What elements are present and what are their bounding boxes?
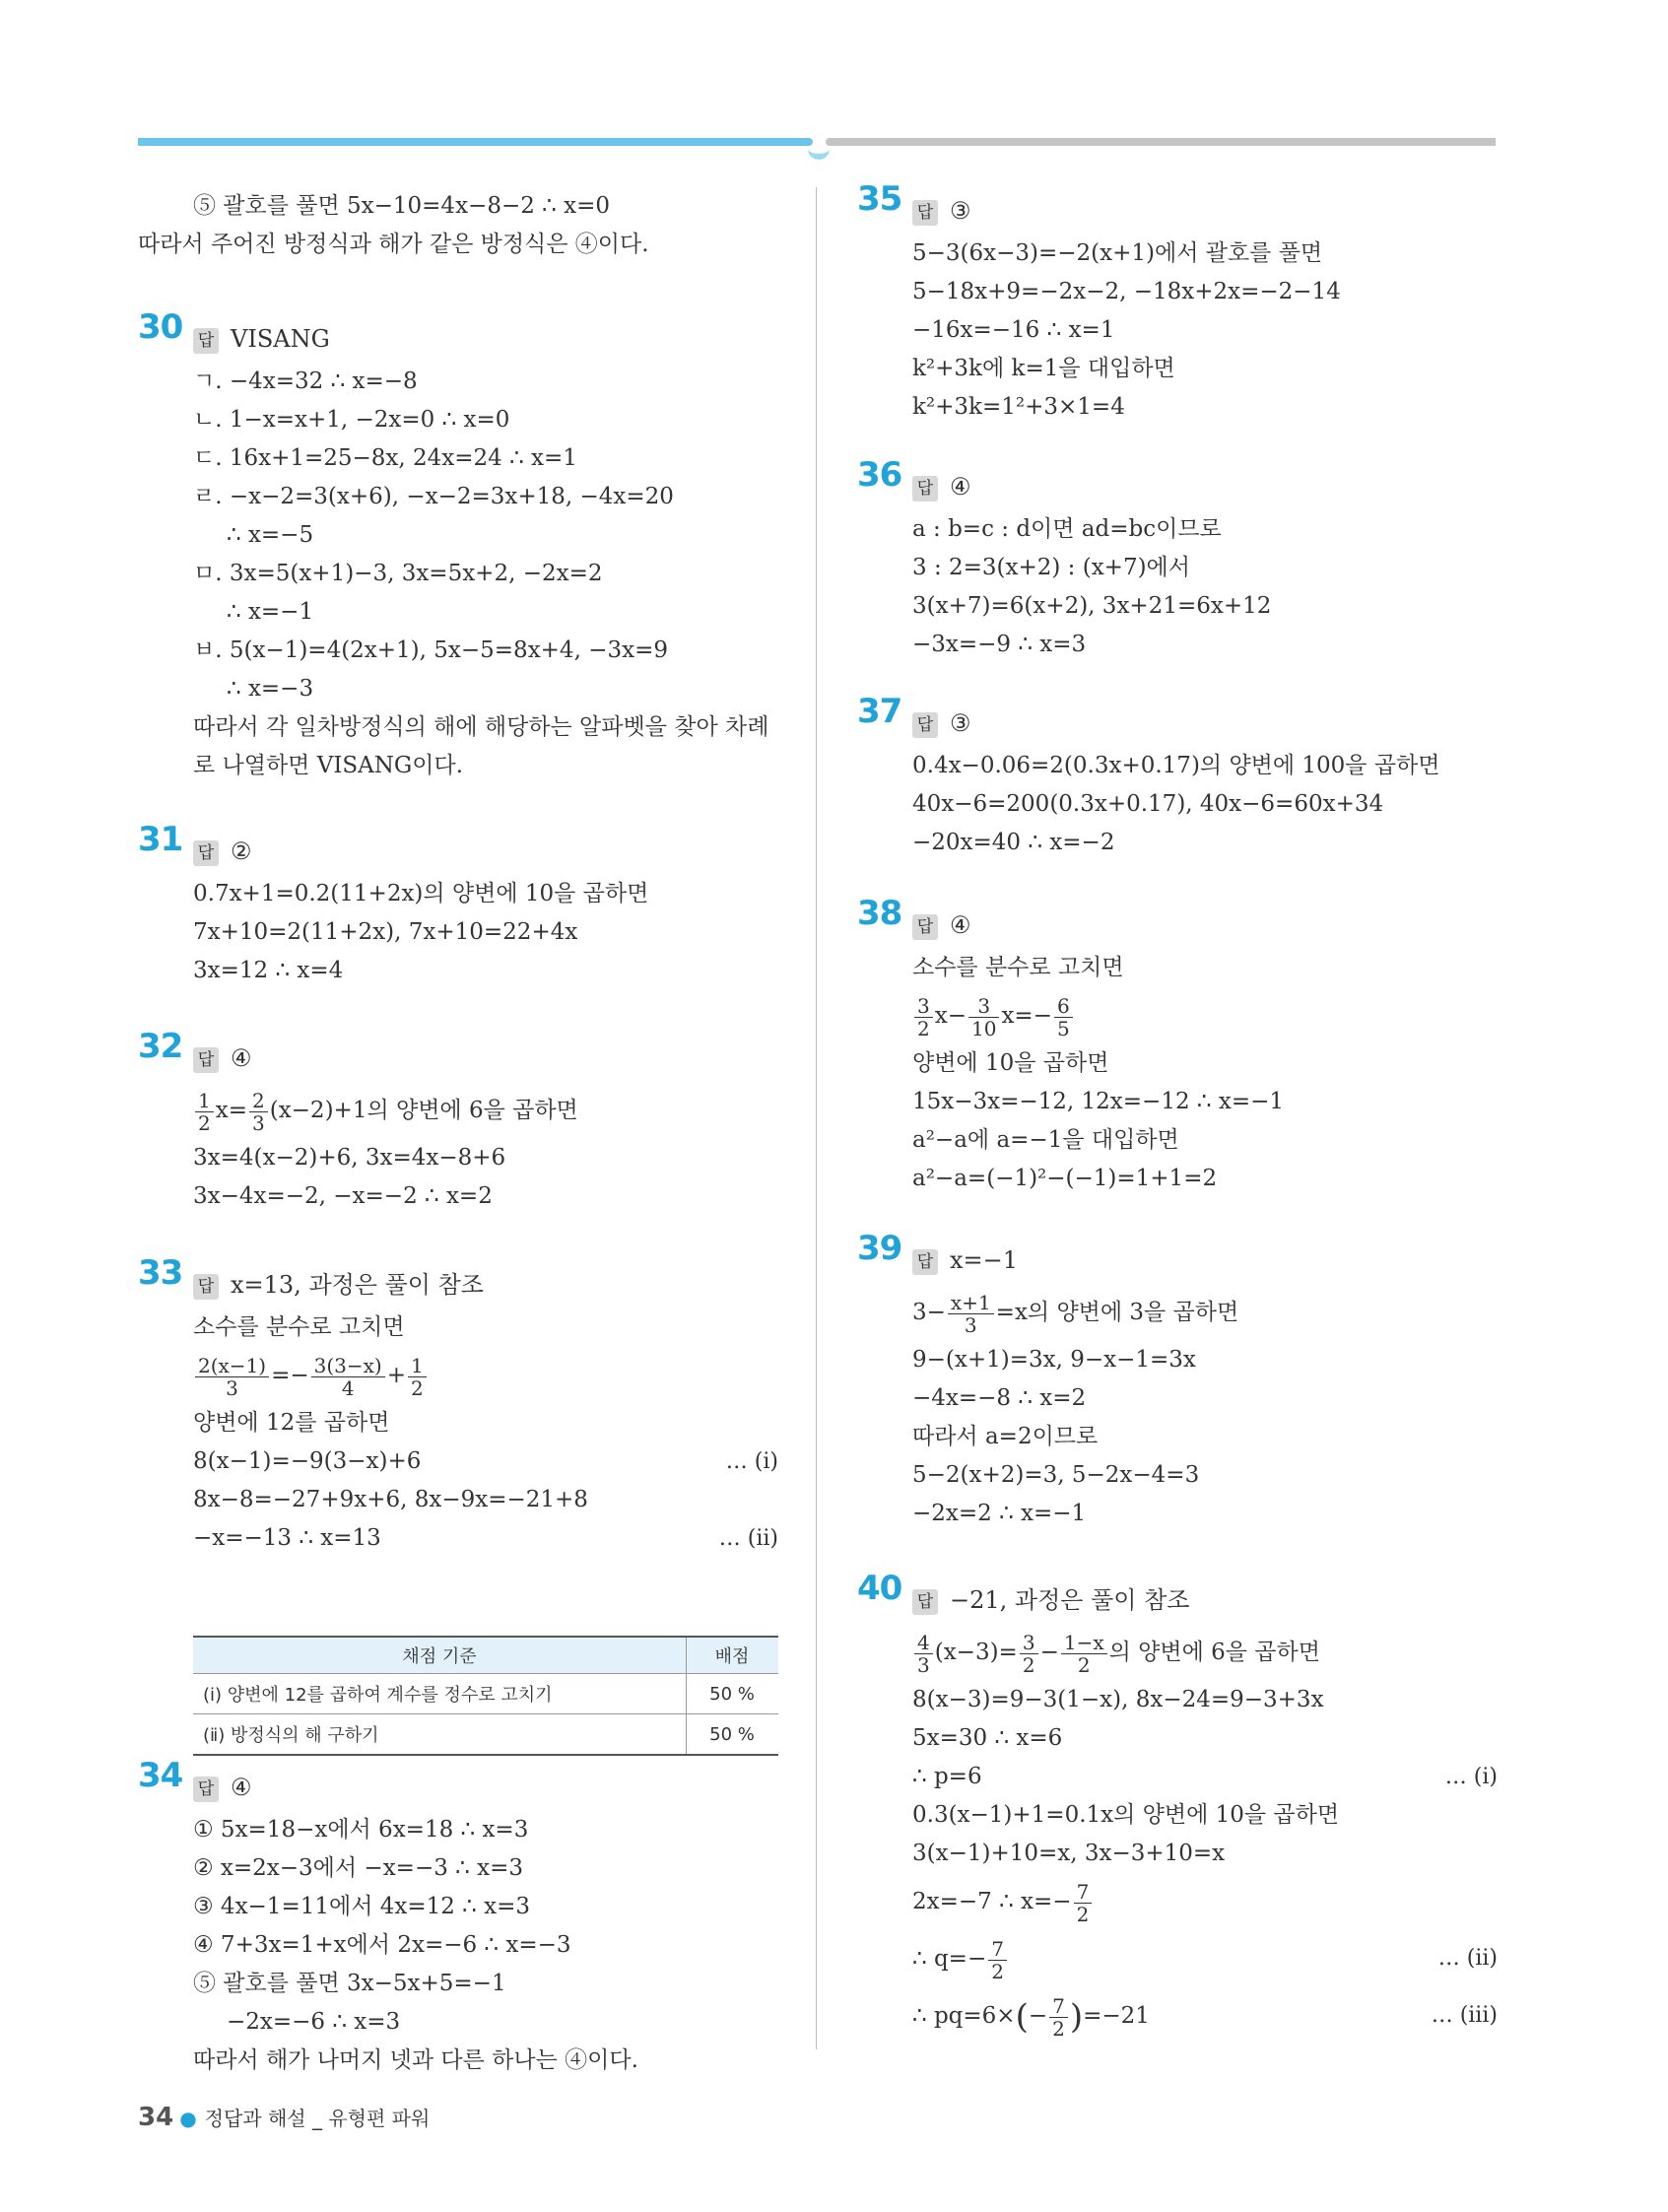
text-line: 0.3(x−1)+1=0.1x의 양변에 10을 곱하면 [912, 1802, 1340, 1828]
answer-badge: 답 [912, 476, 938, 502]
text-line: 0.7x+1=0.2(11+2x)의 양변에 10을 곱하면 [193, 881, 649, 906]
answer-line [138, 828, 778, 875]
problem-31 [138, 820, 778, 990]
text-line: 8x−8=−27+9x+6, 8x−9x=−21+8 [193, 1487, 588, 1512]
problem-39 [857, 1229, 1498, 1533]
text-line: 40x−6=200(0.3x+0.17), 40x−6=60x+34 [912, 791, 1384, 817]
problem-37 [857, 692, 1498, 862]
text-line: 8(x−1)=−9(3−x)+6 … (ⅰ) [138, 1442, 778, 1481]
text-line: −2x=2 ∴ x=−1 [912, 1501, 1087, 1526]
answer-line [138, 1261, 778, 1308]
fraction: $\frac{3}{10}$ [968, 995, 999, 1039]
equation-line: $\frac{2(x-1)}{3}$ =− $\frac{3(3-x)}{4}$ + $\frac{1}{2}$ [138, 1347, 778, 1404]
text-line: ④ 7+3x=1+x에서 2x=−6 ∴ x=−3 [193, 1932, 571, 1958]
answer-badge: 답 [912, 1589, 938, 1615]
problem-32 [138, 1027, 778, 1216]
text-line: a²−a=(−1)²−(−1)=1+1=2 [912, 1166, 1218, 1191]
page-footer [138, 2103, 430, 2132]
answer-line [857, 902, 1498, 949]
fraction: $\frac{4}{3}$ [914, 1632, 933, 1676]
problem-number: 36 [857, 455, 902, 495]
answer-value: x=13, 과정은 풀이 참조 [231, 1271, 484, 1299]
fraction: $\frac{6}{5}$ [1054, 995, 1073, 1039]
fraction: $\frac{3(3-x)}{4}$ [311, 1355, 385, 1399]
answer-value: VISANG [231, 325, 330, 353]
fraction: $\frac{3}{2}$ [914, 995, 933, 1039]
fraction: $\frac{x+1}{3}$ [948, 1292, 994, 1336]
text-line: 소수를 분수로 고치면 [193, 1314, 405, 1340]
text-line: −2x=−6 ∴ x=3 [227, 2009, 401, 2035]
answer-badge: 답 [912, 712, 938, 738]
fraction: $\frac{7}{2}$ [1074, 1881, 1093, 1925]
text-line: 5x=30 ∴ x=6 [912, 1725, 1063, 1751]
grading-table [193, 1636, 778, 1756]
problem-number: 39 [857, 1229, 902, 1268]
table-header-row [193, 1637, 778, 1674]
answer-line [857, 463, 1498, 510]
text-line: 양변에 10을 곱하면 [912, 1050, 1109, 1076]
text-line: 7x+10=2(11+2x), 7x+10=22+4x [193, 919, 578, 945]
text-line: 3x=12 ∴ x=4 [193, 958, 344, 983]
footer-title: 정답과 해설 _ 유형편 파워 [204, 2107, 431, 2130]
page-number: 34 [138, 2103, 174, 2132]
table-header: 배점 [687, 1637, 779, 1674]
equation-line: $\frac{4}{3}$ (x−3)= $\frac{3}{2}$ − $\frac{1-x}{2}$ 의 양변에 6을 곱하면 [857, 1624, 1498, 1681]
answer-line [857, 187, 1498, 235]
answer-value: −21, 과정은 풀이 참조 [950, 1586, 1190, 1614]
text-line: ∴ x=−5 [227, 522, 314, 548]
answer-badge: 답 [193, 840, 219, 866]
text-line: −x=−13 ∴ x=13 … (ⅱ) [138, 1519, 778, 1558]
step-tag: … (ⅰ) [1444, 1765, 1498, 1789]
text-line: 따라서 각 일차방정식의 해에 해당하는 알파벳을 찾아 차례 [193, 714, 769, 740]
problem-number: 40 [857, 1569, 902, 1608]
problem-number: 32 [138, 1027, 183, 1066]
answer-line [857, 1237, 1498, 1284]
intro-continuation [138, 187, 778, 264]
table-cell: 50 % [687, 1714, 779, 1756]
text-line: 8(x−3)=9−3(1−x), 8x−24=9−3+3x [912, 1687, 1324, 1712]
text-line: ㅂ. 5(x−1)=4(2x+1), 5x−5=8x+4, −3x=9 [193, 637, 668, 663]
problem-38 [857, 894, 1498, 1198]
table-row [193, 1674, 778, 1714]
text-line: ㄹ. −x−2=3(x+6), −x−2=3x+18, −4x=20 [193, 484, 674, 509]
answer-badge: 답 [912, 914, 938, 940]
fraction: $\frac{1-x}{2}$ [1061, 1632, 1107, 1676]
answer-value: ④ [950, 911, 971, 939]
answer-line [138, 1764, 778, 1811]
text-line: ㄴ. 1−x=x+1, −2x=0 ∴ x=0 [193, 407, 510, 433]
text-line: 3(x−1)+10=x, 3x−3+10=x [912, 1841, 1226, 1866]
answer-value: ③ [950, 709, 971, 737]
text-line: ① 5x=18−x에서 6x=18 ∴ x=3 [193, 1817, 529, 1843]
text-line: 5−18x+9=−2x−2, −18x+2x=−2−14 [912, 279, 1341, 304]
text-line: 3 : 2=3(x+2) : (x+7)에서 [912, 555, 1190, 580]
equation-line: $\frac{1}{2}$ x= $\frac{2}{3}$ (x−2)+1의 양변에 6을 곱하면 [138, 1082, 778, 1139]
text-line: 3(x+7)=6(x+2), 3x+21=6x+12 [912, 593, 1272, 619]
header-bar-blue [138, 138, 813, 146]
answer-line [138, 1035, 778, 1082]
text-line: −16x=−16 ∴ x=1 [912, 317, 1115, 343]
problem-40 [857, 1569, 1498, 2044]
text-line: 따라서 a=2이므로 [912, 1424, 1099, 1449]
text-line: ⑤ 괄호를 풀면 3x−5x+5=−1 [193, 1971, 506, 1996]
problem-34 [138, 1756, 778, 2080]
problem-35 [857, 179, 1498, 427]
answer-value: ④ [231, 1044, 252, 1072]
column-divider [816, 187, 817, 2049]
answer-line [857, 1576, 1498, 1624]
text-line: ∴ x=−1 [227, 599, 314, 625]
equation-line: $\frac{3}{2}$ x− $\frac{3}{10}$ x=− $\frac{6}{5}$ [857, 987, 1498, 1044]
problem-30 [138, 307, 778, 785]
table-header: 채점 기준 [193, 1637, 687, 1674]
text-line: ㅁ. 3x=5(x+1)−3, 3x=5x+2, −2x=2 [193, 561, 603, 586]
equation-line: ∴ pq=6×(− $\frac{7}{2}$ )=−21 … (ⅲ) [857, 1987, 1498, 2044]
text-line: a : b=c : d이면 ad=bc이므로 [912, 516, 1222, 542]
text-line: 따라서 해가 나머지 넷과 다른 하나는 ④이다. [193, 2047, 638, 2073]
answer-value: x=−1 [950, 1246, 1019, 1274]
step-tag: … (ⅱ) [718, 1526, 778, 1551]
text-line: 로 나열하면 VISANG이다. [193, 753, 464, 778]
problem-number: 31 [138, 820, 183, 859]
text-line: 따라서 주어진 방정식과 해가 같은 방정식은 ④이다. [138, 232, 649, 257]
answer-badge: 답 [193, 1776, 219, 1802]
text-line: 소수를 분수로 고치면 [912, 955, 1124, 980]
text-line: −20x=40 ∴ x=−2 [912, 830, 1115, 855]
text-line: ㄱ. −4x=32 ∴ x=−8 [193, 369, 418, 394]
text-line: 9−(x+1)=3x, 9−x−1=3x [912, 1347, 1196, 1373]
problem-36 [857, 455, 1498, 664]
text-line: ㄷ. 16x+1=25−8x, 24x=24 ∴ x=1 [193, 445, 577, 471]
answer-badge: 답 [193, 1047, 219, 1073]
header-bar-gray [826, 138, 1496, 146]
text-line: 양변에 12를 곱하면 [193, 1410, 390, 1436]
table-row [193, 1714, 778, 1756]
fraction: $\frac{1}{2}$ [408, 1355, 427, 1399]
answer-value: ③ [950, 197, 971, 225]
text-line: 5−2(x+2)=3, 5−2x−4=3 [912, 1462, 1200, 1488]
equation-line: 2x=−7 ∴ x=− $\frac{7}{2}$ [857, 1873, 1498, 1930]
fraction: $\frac{7}{2}$ [988, 1938, 1007, 1982]
table-cell: (ⅰ) 양변에 12를 곱하여 계수를 정수로 고치기 [193, 1674, 687, 1714]
text-line: ∴ p=6 … (ⅰ) [857, 1758, 1498, 1796]
answer-badge: 답 [912, 200, 938, 226]
text-line: 3x=4(x−2)+6, 3x=4x−8+6 [193, 1145, 506, 1171]
text-line: −4x=−8 ∴ x=2 [912, 1385, 1087, 1411]
answer-value: ② [231, 838, 252, 865]
answer-line [857, 700, 1498, 747]
fraction: $\frac{2}{3}$ [249, 1090, 268, 1134]
problem-33 [138, 1253, 778, 1746]
text-line: 3x−4x=−2, −x=−2 ∴ x=2 [193, 1183, 493, 1209]
text-line: ③ 4x−1=11에서 4x=12 ∴ x=3 [193, 1894, 530, 1919]
answer-value: ④ [231, 1774, 252, 1801]
equation-line: ∴ q=− $\frac{7}{2}$ … (ⅱ) [857, 1930, 1498, 1987]
bullet-dot-icon: ● [179, 2107, 197, 2130]
step-tag: … (ⅲ) [1431, 2003, 1498, 2028]
fraction: $\frac{3}{2}$ [1020, 1632, 1038, 1676]
text-line: k²+3k에 k=1을 대입하면 [912, 356, 1175, 381]
answer-badge: 답 [912, 1249, 938, 1275]
step-tag: … (ⅱ) [1437, 1946, 1498, 1971]
problem-number: 37 [857, 692, 902, 731]
text-line: 5−3(6x−3)=−2(x+1)에서 괄호를 풀면 [912, 240, 1323, 266]
text-line: ⑤ 괄호를 풀면 5x−10=4x−8−2 ∴ x=0 [193, 193, 610, 219]
problem-number: 30 [138, 307, 183, 347]
fraction: $\frac{1}{2}$ [195, 1090, 214, 1134]
problem-number: 38 [857, 894, 902, 933]
text-line: 15x−3x=−12, 12x=−12 ∴ x=−1 [912, 1089, 1284, 1114]
answer-value: ④ [950, 473, 971, 501]
equation-line: 3− $\frac{x+1}{3}$ =x의 양변에 3을 곱하면 [912, 1290, 1239, 1337]
text-line: 0.4x−0.06=2(0.3x+0.17)의 양변에 100을 곱하면 [912, 753, 1440, 778]
text-line: k²+3k=1²+3×1=4 [912, 394, 1125, 420]
table-cell: (ⅱ) 방정식의 해 구하기 [193, 1714, 687, 1756]
answer-line [138, 315, 778, 363]
answer-badge: 답 [193, 328, 219, 354]
text-line: ∴ x=−3 [227, 676, 314, 702]
problem-number: 35 [857, 179, 902, 219]
text-line: a²−a에 a=−1을 대입하면 [912, 1127, 1179, 1153]
answer-badge: 답 [193, 1274, 219, 1300]
text-line: −3x=−9 ∴ x=3 [912, 632, 1087, 657]
problem-number: 34 [138, 1756, 183, 1795]
text-line: ② x=2x−3에서 −x=−3 ∴ x=3 [193, 1855, 523, 1881]
step-tag: … (ⅰ) [725, 1449, 778, 1474]
fraction: $\frac{7}{2}$ [1049, 1995, 1068, 2040]
fraction: $\frac{2(x-1)}{3}$ [195, 1355, 269, 1399]
problem-number: 33 [138, 1253, 183, 1293]
table-cell: 50 % [687, 1674, 779, 1714]
